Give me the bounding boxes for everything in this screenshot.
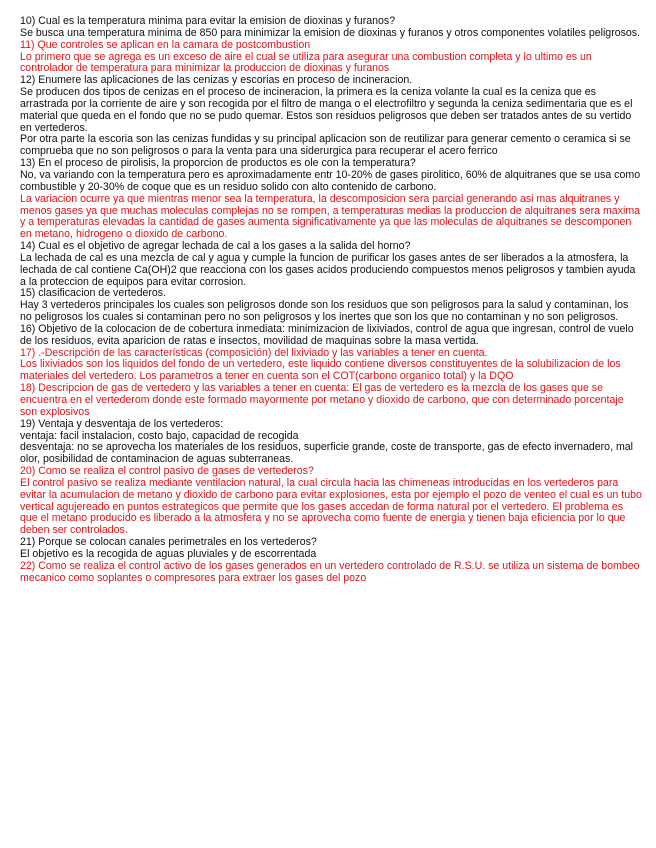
answer-paragraph-highlighted: 11) Que controles se aplican en la camara de postcombustion — [20, 38, 311, 51]
answer-paragraph: 15) clasificacion de vertederos. — [20, 287, 167, 300]
answer-paragraph: El objetivo es la recogida de aguas pluviales y de escorrentada — [20, 547, 317, 560]
document-body — [20, 16, 642, 585]
answer-paragraph: La lechada de cal es una mezcla de cal y agua y cumple la funcion de purificar los gases antes de ser liberados a la atmosfera, la lechada de cal contiene Ca(OH)2 que reacciona con los gases acidos produciendo compuestos menos peligrosos y tambien ayuda a la proteccion de equipos para evitar corrosion. — [20, 251, 636, 288]
answer-paragraph: 19) Ventaja y desventaja de los vertederos: — [20, 417, 224, 430]
answer-paragraph-highlighted: El control pasivo se realiza mediante ventilacion natural, la cual circula hacia las chimeneas introducidas en los vertederos para evitar la acumulacion de metano y dioxido de carbono para evitar explosiones, esta por ejemplo el pozo de venteo el cual es un tubo vertical agujereado en puntos estrategicos que permite que los gases accedan de forma natural por el vertedero. El problema es que el metano producido es liberado a la atmosfera y no se aprovecha como fuente de energia y tienen baja eficiencia por lo que deben ser controlados. — [20, 476, 642, 537]
answer-paragraph-highlighted: 20) Como se realiza el control pasivo de gases de vertederos? — [20, 465, 314, 478]
answer-paragraph-highlighted: Los lixiviados son los liquidos del fondo de un vertedero, este liquido contiene diversos constituyentes de la solubilizacion de los materiales del vertedero. Los parametros a tener en cuenta son el COT(carbono organico total) y la DQO — [20, 358, 621, 383]
answer-paragraph: No, va variando con la temperatura pero es aproximadamente entr 10-20% de gases pirolitico, 60% de alquitranes que se usa como combustible y 20-30% de coque que es un residuo solido con alto contenido de carbono. — [20, 168, 641, 193]
answer-paragraph-highlighted: 22) Como se realiza el control activo de los gases generados en un vertedero controlado de R.S.U. se utiliza un sistema de bombeo mecanico como soplantes o compresores para extraer los gases del pozo — [20, 559, 640, 584]
answer-paragraph: 14) Cual es el objetivo de agregar lechada de cal a los gases a la salida del horno? — [20, 240, 411, 253]
answer-paragraph-highlighted: 18) Descripcion de gas de vertedero y las variables a tener en cuenta: El gas de vertedero es la mezcla de los gases que se encuentra en el vertederom donde este formado mayormente por metano y dioxido de carbono, que con determinado porcentaje son explosivos — [20, 382, 624, 418]
answer-paragraph-highlighted: Lo primero que se agrega es un exceso de aire el cual se utiliza para asegurar una combustion completa y lo ultimo es un controlador de temperatura para minimizar la produccion de dioxinas y furanos — [20, 50, 592, 75]
answer-paragraph: desventaja: no se aprovecha los materiales de los residuos, superficie grande, coste de transporte, gas de efecto invernadero, mal olor, posibilidad de contaminacion de aguas subterraneas. — [20, 441, 634, 466]
answer-paragraph: Se producen dos tipos de cenizas en el proceso de incineracion, la primera es la ceniza volante la cual es la ceniza que es arrastrada por la corriente de aire y son recogida por el filtro de manga o el electrofiltro y segunda la ceniza sedimentaria que es el material que queda en el fondo que no se pudo quemar. Estos son residuos peligrosos que deben ser tratados antes de su vertido en vertederos. — [20, 86, 633, 134]
answer-paragraph: 16) Objetivo de la colocacion de de cobertura inmediata: minimizacion de lixiviados, control de agua que ingresan, control de vuelo de los residuos, evita aparicion de ratas e insectos, movilidad de maquinas sobre la masa vertida. — [20, 322, 634, 347]
answer-paragraph-highlighted: La variacion ocurre ya que mientras menor sea la temperatura, la descomposicion sera parcial generando asi mas alquitranes y menos gases ya que muchas moleculas complejas no se rompen, a temperaturas medias la produccion de alquitranes sera maxima y a temperaturas elevadas la cantidad de gases aumenta significativamente ya que las moleculas de alquitranes se descomponen en metano, hidrogeno o dioxido de carbono. — [20, 192, 641, 241]
answer-paragraph: 10) Cual es la temperatura minima para evitar la emision de dioxinas y furanos? — [20, 15, 396, 27]
answer-paragraph: Se busca una temperatura minima de 850 para minimizar la emision de dioxinas y furanos y otros componentes volatiles peligrosos. — [20, 26, 641, 39]
answer-paragraph: 12) Enumere las aplicaciones de las cenizas y escorias en proceso de incineracion. — [20, 74, 413, 87]
answer-paragraph: Por otra parte la escoria son las cenizas fundidas y su principal aplicacion son de reutilizar para generar cemento o ceramica si se comprueba que no son peligrosos o para la venta para una siderurgica para recuperar el acero ferrico — [20, 133, 631, 158]
answer-paragraph: 13) En el proceso de pirolisis, la proporcion de productos es ole con la temperatura? — [20, 157, 416, 170]
answer-paragraph-highlighted: 17) .-Descripción de las características (composición) del lixiviado y las variables a tener en cuenta. — [20, 346, 488, 359]
answer-paragraph: Hay 3 vertederos principales los cuales son peligrosos donde son los residuos que son peligrosos para la salud y contaminan, los no peligrosos los cuales si contaminan pero no son peligrosos y los inertes que son los que no contaminan y no son peligrosos. — [20, 299, 629, 324]
answer-paragraph: 21) Porque se colocan canales perimetrales en los vertederos? — [20, 536, 317, 549]
answer-paragraph: ventaja: facil instalacion, costo bajo, capacidad de recogida — [20, 429, 299, 442]
